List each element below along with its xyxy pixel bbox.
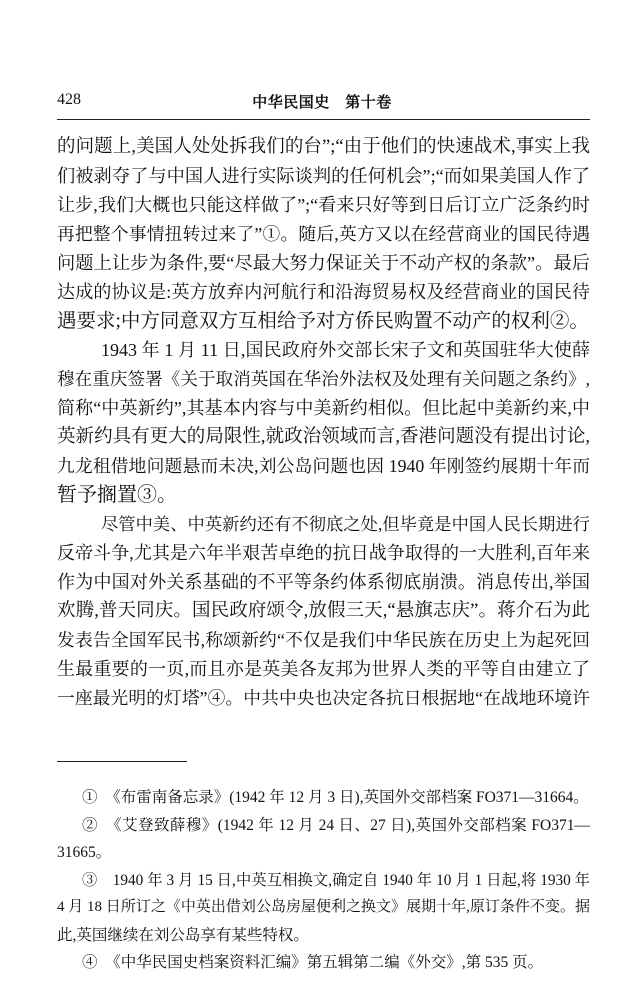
body-line: 们被剥夺了与中国人进行实际谈判的任何机会”;“而如果美国人作了: [57, 166, 590, 186]
body-line: 一座最光明的灯塔”④。中共中央也决定各抗日根据地“在战地环境许: [57, 688, 590, 708]
footnote-line: ④ 《中华民国史档案资料汇编》第五辑第二编《外交》,第 535 页。: [82, 954, 544, 971]
footnote-line: 此,英国继续在刘公岛享有某些特权。: [57, 926, 309, 944]
footnote-line: 31665。: [57, 844, 112, 861]
body-line: 让步,我们大概也只能这样做了”;“看来只好等到日后订立广泛条约时: [57, 195, 590, 215]
footnote-separator: [57, 761, 187, 762]
footnote-line: ① 《布雷南备忘录》(1942 年 12 月 3 日),英国外交部档案 FO371—31664。: [82, 789, 589, 806]
body-line: 1943 年 1 月 11 日,国民政府外交部长宋子文和英国驻华大使薛: [101, 340, 590, 360]
body-line: 作为中国对外关系基础的不平等条约体系彻底崩溃。消息传出,举国: [57, 572, 590, 592]
body-line: 发表告全国军民书,称颂新约“不仅是我们中华民族在历史上为起死回: [57, 630, 590, 650]
footnote-line: 4 月 18 日所订之《中英出借刘公岛房屋便利之换文》展期十年,原订条件不变。据: [57, 899, 590, 915]
running-title: 中华民国史 第十卷: [252, 93, 392, 111]
body-line: 欢腾,普天同庆。国民政府颂令,放假三天,“悬旗志庆”。蒋介石为此: [57, 601, 590, 621]
header-rule: [57, 119, 590, 120]
body-line: 暂予搁置③。: [57, 484, 177, 506]
body-line: 尽管中美、中英新约还有不彻底之处,但毕竟是中国人民长期进行: [101, 515, 590, 534]
body-line: 遇要求;中方同意双方互相给予对方侨民购置不动产的权利②。: [57, 311, 589, 332]
body-line: 英新约具有更大的局限性,就政治领域而言,香港问题没有提出讨论,: [57, 427, 590, 447]
body-line: 达成的协议是:英方放弃内河航行和沿海贸易权及经营商业的国民待: [57, 282, 590, 302]
body-line: 九龙租借地问题悬而未决,刘公岛问题也因 1940 年刚签约展期十年而: [57, 456, 590, 476]
body-line: 的问题上,美国人处处拆我们的台”;“由于他们的快速战术,事实上我: [57, 137, 590, 157]
body-line: 再把整个事情扭转过来了”①。随后,英方又以在经营商业的国民待遇: [57, 224, 590, 244]
body-line: 生最重要的一页,而且亦是英美各友邦为世界人类的平等自由建立了: [57, 659, 590, 679]
footnote-line: ③ 1940 年 3 月 15 日,中英互相换文,确定自 1940 年 10 月 1 日起,将 1930 年: [82, 871, 590, 889]
body-line: 简称“中英新约”,其基本内容与中美新约相似。但比起中美新约来,中: [57, 398, 590, 418]
page-number: 428: [57, 91, 81, 108]
body-line: 问题上让步为条件,要“尽最大努力保证关于不动产权的条款”。最后: [57, 253, 590, 273]
footnote-line: ② 《艾登致薛穆》(1942 年 12 月 24 日、27 日),英国外交部档案 FO371—: [82, 816, 590, 834]
body-line: 反帝斗争,尤其是六年半艰苦卓绝的抗日战争取得的一大胜利,百年来: [57, 543, 590, 563]
body-line: 穆在重庆签署《关于取消英国在华治外法权及处理有关问题之条约》,: [57, 369, 590, 389]
